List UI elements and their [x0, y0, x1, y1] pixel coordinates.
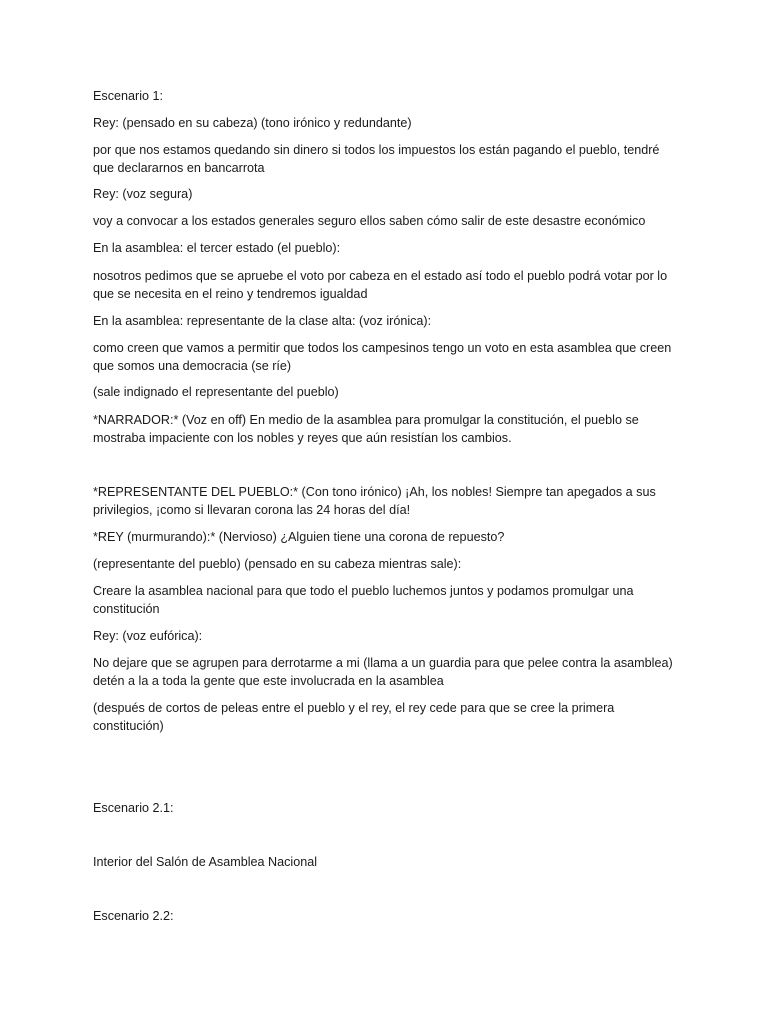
stage-direction-upper-class: En la asamblea: representante de la clase alta: (voz irónica): [93, 314, 432, 328]
dialogue-king-3: No dejare que se agrupen para derrotarme a mi (llama a un guardia para que pelee contra la asamblea) detén a la a toda la gente que este involucrada en la asamblea [93, 656, 673, 688]
dialogue-upper-class: como creen que vamos a permitir que todos los campesinos tengo un voto en esta asamblea que creen que somos una democracia (se ríe) [93, 341, 672, 373]
scene-heading-1: Escenario 1: [93, 89, 164, 103]
dialogue-king-2: voy a convocar a los estados generales seguro ellos saben cómo salir de este desastre económico [93, 214, 646, 228]
representative-line: *REPRESENTANTE DEL PUEBLO:* (Con tono irónico) ¡Ah, los nobles! Siempre tan apegados a sus privilegios, ¡como si llevaran corona las 24 horas del día! [93, 485, 656, 517]
narrator-line: *NARRADOR:* (Voz en off) En medio de la asamblea para promulgar la constitución, el pueblo se mostraba impaciente con los nobles y reyes que aún resistían los cambios. [93, 413, 639, 445]
dialogue-king-1: por que nos estamos quedando sin dinero si todos los impuestos los están pagando el pueblo, tendré que declararnos en bancarrota [93, 143, 660, 175]
dialogue-third-estate: nosotros pedimos que se apruebe el voto por cabeza en el estado así todo el pueblo podrá votar por lo que se necesita en el reino y tendremos igualdad [93, 269, 668, 301]
scene-heading-2-1: Escenario 2.1: [93, 801, 174, 815]
king-murmuring-line: *REY (murmurando):* (Nervioso) ¿Alguien tiene una corona de repuesto? [93, 530, 505, 544]
stage-direction-representative: (representante del pueblo) (pensado en su cabeza mientras sale): [93, 557, 462, 571]
scene-heading-2-2: Escenario 2.2: [93, 909, 174, 923]
stage-direction-king-2: Rey: (voz segura) [93, 187, 193, 201]
setting-description: Interior del Salón de Asamblea Nacional [93, 855, 318, 869]
stage-direction-king-3: Rey: (voz eufórica): [93, 629, 203, 643]
stage-direction-third-estate: En la asamblea: el tercer estado (el pueblo): [93, 241, 341, 255]
dialogue-representative: Creare la asamblea nacional para que todo el pueblo luchemos juntos y podamos promulgar una constitución [93, 584, 634, 616]
stage-direction-exit: (sale indignado el representante del pueblo) [93, 385, 339, 399]
stage-direction-conclusion: (después de cortos de peleas entre el pueblo y el rey, el rey cede para que se cree la primera constitución) [93, 701, 615, 733]
stage-direction-king-1: Rey: (pensado en su cabeza) (tono irónico y redundante) [93, 116, 412, 130]
